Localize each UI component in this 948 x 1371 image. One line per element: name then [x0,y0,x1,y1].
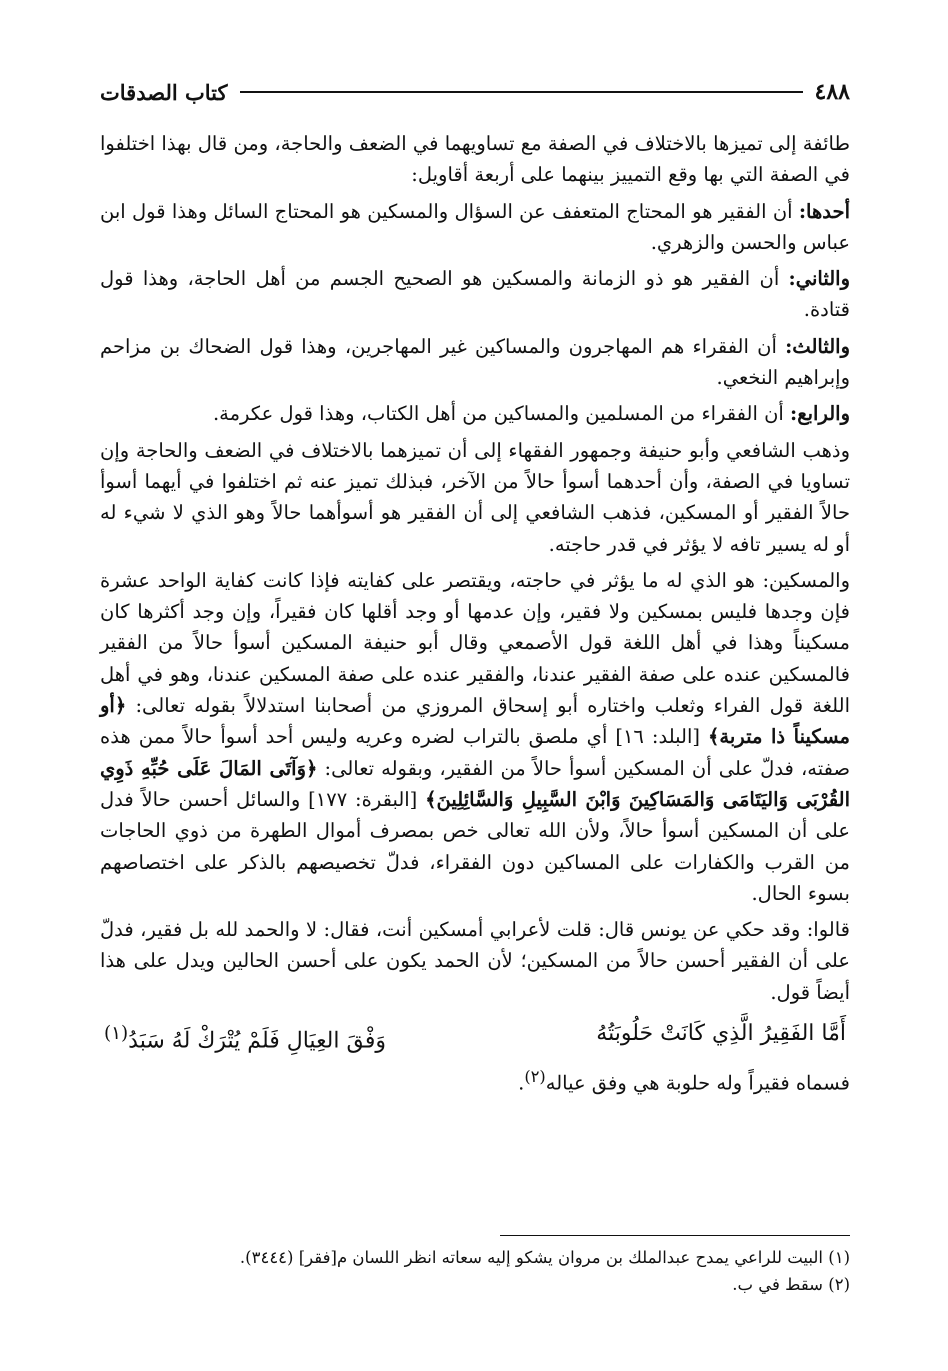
paragraph-text: أن الفقراء هم المهاجرون والمساكين غير المهاجرين، وهذا قول الضحاك بن مزاحم وإبراهيم النخعي. [100,334,850,390]
quran-quote: ﴿أو مسكيناً ذا متربة﴾ [100,694,850,749]
paragraph-text: أن الفقير هو المحتاج المتعفف عن السؤال والمسكين هو المحتاج السائل وهذا قول ابن عباس والحسن والزهري. [100,199,850,254]
verse-hemistich-second [104,1018,386,1057]
verse-hemistich-first: أَمَّا الفَقِيرُ الَّذِي كَانَتْ حَلُوبَتُهُ [596,1021,846,1047]
opinion-label: والرابع: [790,402,850,426]
paragraph [100,128,850,191]
paragraph [100,1061,850,1099]
opinion-label: أحدها: [798,199,850,223]
paragraph [100,565,850,909]
paragraph [100,435,850,560]
poetry-verse [100,1018,850,1057]
paragraph-text: [البلد: ١٦] أي ملصق بالتراب لضره وعريه وليس أحد أسوأ حالاً ممن هذه صفته، فدلّ على أن المسكين أسوأ حالاً من الفقير، وبقوله تعالى: [100,725,850,780]
paragraph-text: فسماه فقيراً وله حلوبة هي وفق عياله [545,1071,850,1095]
paragraph-text: أن الفقير هو ذو الزمانة والمسكين هو الصحيح الجسم من أهل الحاجة، وهذا قول قتادة. [100,267,850,322]
book-title: كتاب الصدقات [100,79,228,105]
opinion-label: والثالث: [785,334,850,358]
paragraph-text: والمسكين: هو الذي له ما يؤثر في حاجته، ويقتصر على كفايته فإذا كانت كفاية الواحد عشرة فإن وجدها فليس بمسكين ولا فقير، وإن عدمها أو وجد أقلها كان فقيراً، وإن وجد أكثرها كان مسكيناً وهذا في أهل اللغة قول الأصمعي وقال أبو حنيفة المسكين أسوأ حالاً من الفقير فالمسكين عنده على صفة الفقير عندنا، والفقير عنده على صفة المسكين عندنا، وهو في أهل اللغة قول الفراء وثعلب واختاره أبو إسحاق المروزي من أصحابنا استدلالاً بقوله تعالى: [100,568,850,718]
quran-quote: ﴿وَآتَى المَالَ عَلَى حُبِّهِ ذَوِي القُرْبَى وَاليَتَامَى وَالمَسَاكِينَ وَابْنَ السَّبِيلِ وَالسَّائِلِينَ﴾ [100,756,850,811]
header-rule [240,91,803,93]
footnote-marker: (٢) [524,1066,546,1086]
paragraph-text: طائفة إلى تميزها بالاختلاف في الصفة مع تساويهما في الضعف والحاجة، ومن قال بهذا اختلفوا في الصفة التي بها وقع التمييز بينهما على أربعة أقاويل: [100,132,850,187]
opinion-label: والثاني: [788,267,850,291]
footnote-rule [500,1235,850,1236]
page-number: ٤٨٨ [814,79,850,105]
paragraph-text: [البقرة: ١٧٧] والسائل أحسن حالاً فدل على أن المسكين أسوأ حالاً، ولأن الله تعالى خص بمصرف أموال الطهرة من ذوي الحاجات من القرب والكفارات على المساكين دون الفقراء، فدلّ تخصيصهم بالذكر على اختصاصهم بسوء الحال. [100,787,850,905]
footnote-marker: (١) [104,1023,129,1045]
footnote: (٢) سقط في ب. [732,1275,850,1294]
paragraph [100,914,850,1008]
paragraph [100,263,850,326]
verse-text: وَفْقَ العِيَالِ فَلَمْ يُتْرَكْ لَهُ سَبَدُ [128,1028,386,1054]
paragraph-text: أن الفقراء من المسلمين والمساكين من أهل الكتاب، وهذا قول عكرمة. [212,402,791,426]
paragraph-text: قالوا: وقد حكي عن يونس قال: قلت لأعرابي أمسكين أنت، فقال: لا والحمد لله بل فقير، فدلّ على أن الفقير أحسن حالاً من المسكين؛ لأن الحمد يكون على أحسن الحالين ويدل على هذا أيضاً قول. [100,918,850,1004]
page-header [100,72,850,112]
footnote: (١) البيت للراعي يمدح عبدالملك بن مروان يشكو إليه سعاته انظر اللسان م[فقر] (٣٤٤٤). [239,1248,850,1267]
paragraph-text: . [518,1071,525,1095]
footnotes [100,1244,850,1298]
paragraph [100,331,850,394]
paragraph [100,398,850,429]
paragraph-text: وذهب الشافعي وأبو حنيفة وجمهور الفقهاء إلى أن تميزهما بالاختلاف في الضعف والحاجة وإن تساويا في الصفة، وأن أحدهما أسوأ حالاً من الآخر، فبذلك تميز عنه ثم اختلفوا في أيهما أسوأ حالاً الفقير أو المسكين، فذهب الشافعي إلى أن الفقير هو أسوأهما حالاً وهو الذي لا شيء له أو له يسير تافه لا يؤثر في قدر حاجته. [100,438,850,556]
paragraph [100,196,850,259]
main-text [100,128,850,1103]
